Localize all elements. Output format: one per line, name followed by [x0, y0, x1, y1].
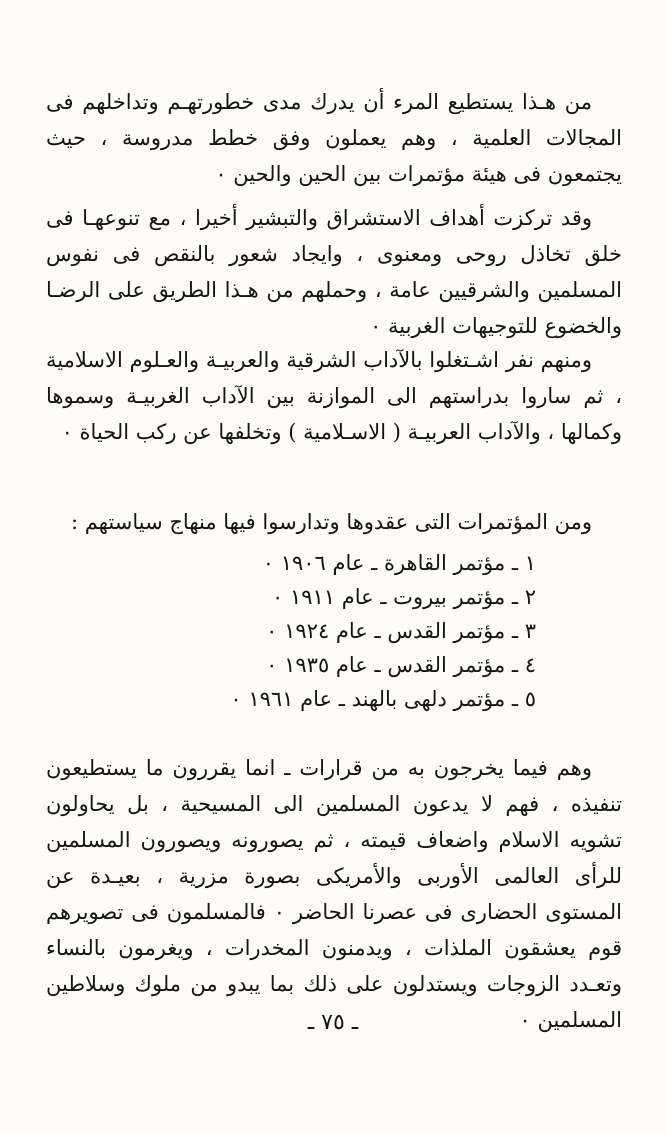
paragraph-literature: ومنهم نفر اشـتغلوا بالآداب الشرقية والعربيـة والعـلوم الاسلامية ، ثم ساروا بدراستهم الى الموازنة بين الآداب الغربيـة وسموها وكمالها ، والآداب العربيـة ( الاسـلامية ) وتخلفها عن ركب الحياة ٠	[46, 348, 622, 444]
list-item: ٥ ـ مؤتمر دلهى بالهند ـ عام ١٩٦١ ٠	[230, 687, 536, 711]
conference-list	[96, 546, 536, 716]
paragraph-conferences-intro: من هـذا يستطيع المرء أن يدرك مدى خطورتهـم وتداخلهم فى المجالات العلمية ، وهم يعملون وفق خطط مدروسة ، حيث يجتمعون فى هيئة مؤتمرات بين الحين والحين ٠	[46, 90, 622, 186]
paragraph-goals: وقد تركزت أهداف الاستشراق والتبشير أخيرا ، مع تنوعهـا فى خلق تخاذل روحى ومعنوى ، وايجاد شعور بالنقص فى نفوس المسلمين والشرقيين عامة ، وحملهم من هـذا الطريق على الرضـا والخضوع للتوجيهات الغربية ٠	[46, 206, 622, 338]
list-item: ٣ ـ مؤتمر القدس ـ عام ١٩٢٤ ٠	[266, 619, 536, 643]
list-item: ٤ ـ مؤتمر القدس ـ عام ١٩٣٥ ٠	[266, 653, 536, 677]
paragraph-list-heading: ومن المؤتمرات التى عقدوها وتدارسوا فيها منهاج سياستهم :	[71, 510, 592, 534]
paragraph-resolutions: وهم فيما يخرجون به من قرارات ـ انما يقررون ما يستطيعون تنفيذه ، فهم لا يدعون المسلمين الى المسيحية ، بل يحاولون تشويه الاسلام واضعاف قيمته ، ثم يصورونه ويصورون المسلمين للرأى العالمى الأوربى والأمريكى بصورة مزرية ، بعيـدة عن المستوى الحضارى فى عصرنا الحاضر ٠ فالمسلمون فى تصويرهم قوم يعشقون الملذات ، ويدمنون المخدرات ، ويغرمون بالنساء وتعـدد الزوجات ويستدلون على ذلك بما يبدو من ملوك وسلاطين المسلمين ٠	[46, 756, 622, 1032]
list-item: ١ ـ مؤتمر القاهرة ـ عام ١٩٠٦ ٠	[262, 551, 536, 575]
page-number: ـ ٧٥ ـ	[307, 1010, 359, 1035]
list-item: ٢ ـ مؤتمر بيروت ـ عام ١٩١١ ٠	[271, 585, 536, 609]
